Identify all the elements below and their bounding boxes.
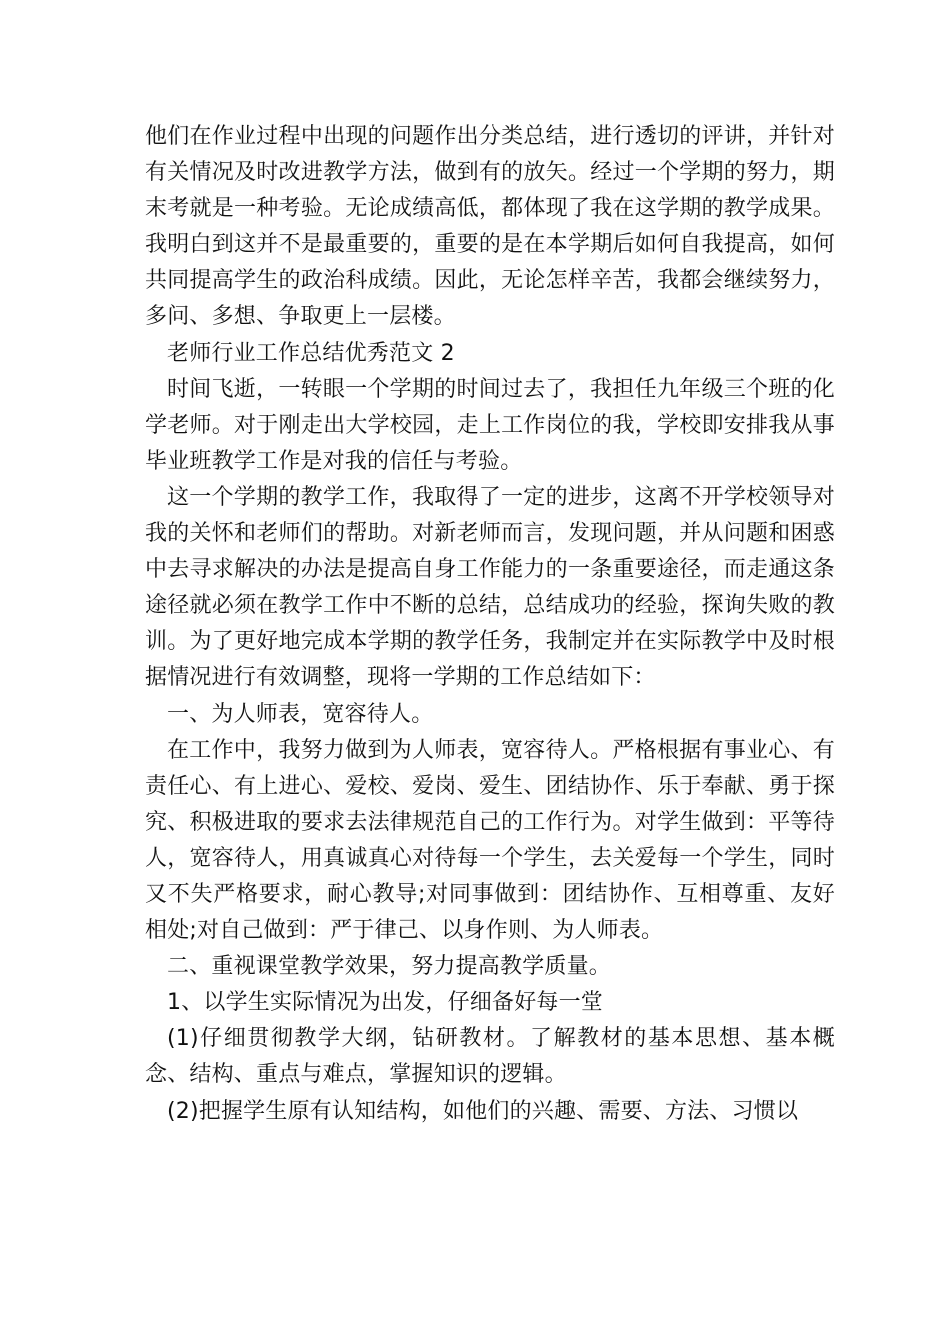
paragraph-conduct: 在工作中，我努力做到为人师表，宽容待人。严格根据有事业心、有责任心、有上进心、爱校、爱岗、爱生、团结协作、乐于奉献、勇于探究、积极进取的要求去法律规范自己的工作行为。对学生做到：平等待人，宽容待人，用真诚真心对待每一个学生，去关爱每一个学生，同时又不失严格要求，耐心教导;对同事做到：团结协作、互相尊重、友好相处;对自己做到：严于律己、以身作则、为人师表。 (145, 737, 835, 944)
list-item-1: (1)仔细贯彻教学大纲，钻研教材。了解教材的基本思想、基本概念、结构、重点与难点，掌握知识的逻辑。 (145, 1026, 835, 1088)
subheading-one: 1、以学生实际情况为出发，仔细备好每一堂 (167, 990, 603, 1016)
document-body (145, 119, 835, 1130)
list-item-2: (2)把握学生原有认知结构，如他们的兴趣、需要、方法、习惯以 (167, 1098, 799, 1124)
paragraph-continued-summary: 他们在作业过程中出现的问题作出分类总结，进行透切的评讲，并针对有关情况及时改进教学方法，做到有的放矢。经过一个学期的努力，期末考就是一种考验。无论成绩高低，都体现了我在这学期的教学成果。我明白到这并不是最重要的，重要的是在本学期后如何自我提高，如何共同提高学生的政治科成绩。因此，无论怎样辛苦，我都会继续努力，多问、多想、争取更上一层楼。 (145, 124, 835, 330)
paragraph-intro: 时间飞逝，一转眼一个学期的时间过去了，我担任九年级三个班的化学老师。对于刚走出大学校园，走上工作岗位的我，学校即安排我从事毕业班教学工作是对我的信任与考验。 (145, 376, 835, 474)
section-title: 老师行业工作总结优秀范文 2 (167, 340, 455, 366)
heading-one: 一、为人师表，宽容待人。 (167, 701, 434, 727)
heading-two: 二、重视课堂教学效果，努力提高教学质量。 (167, 954, 612, 980)
paragraph-progress: 这一个学期的教学工作，我取得了一定的进步，这离不开学校领导对我的关怀和老师们的帮助。对新老师而言，发现问题，并从问题和困惑中去寻求解决的办法是提高自身工作能力的一条重要途径，而走通这条途径就必须在教学工作中不断的总结，总结成功的经验，探询失败的教训。为了更好地完成本学期的教学任务，我制定并在实际教学中及时根据情况进行有效调整，现将一学期的工作总结如下： (145, 484, 835, 691)
